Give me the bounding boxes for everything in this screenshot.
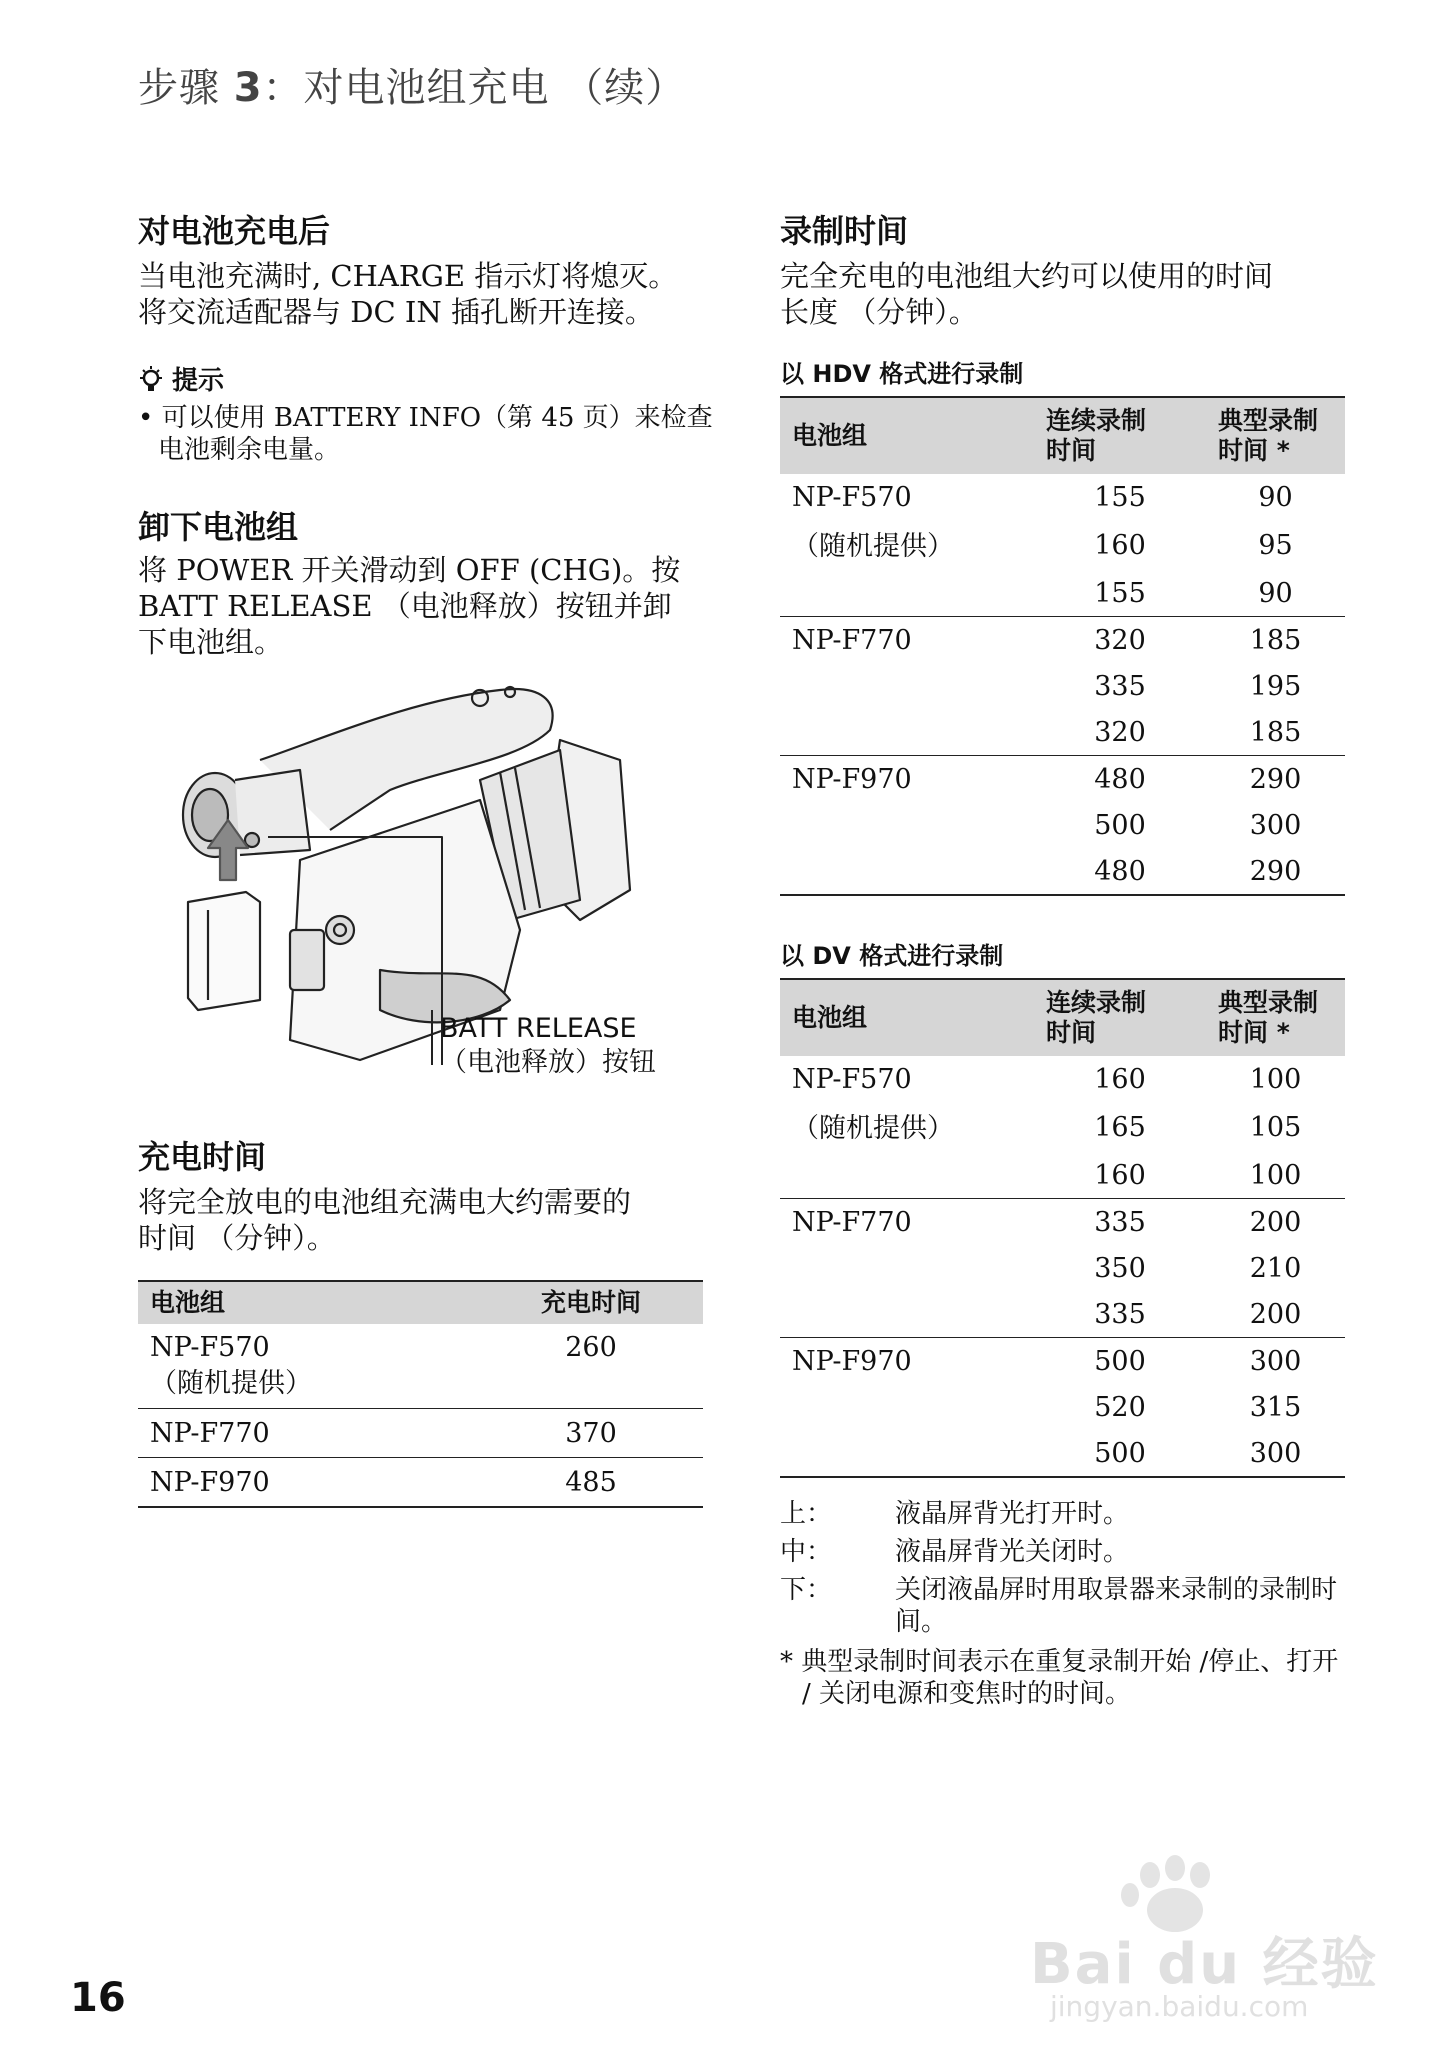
continuous-time-cell: 335 [1034,1291,1206,1338]
typical-time-cell: 290 [1249,855,1302,887]
battery-cell-empty [780,570,1034,617]
table-row [780,1338,1345,1385]
battery-name: NP-F970 [792,763,912,795]
batt-release-caption [440,1012,656,1080]
typical-time-cell: 315 [1249,1391,1302,1423]
charge-time-line: 将完全放电的电池组充满电大约需要的 [138,1185,632,1219]
col-continuous-line2: 时间 [1046,1018,1097,1047]
battery-cell-empty [780,1430,1034,1477]
col-battery: 电池组 [780,979,1034,1056]
typical-time-cell: 290 [1249,763,1302,795]
tip-line: 电池剩余电量。 [158,435,341,465]
charge-time-table [138,1280,703,1508]
battery-note: （随机提供） [792,531,954,562]
col-typical-line2: 时间 * [1218,1018,1290,1047]
table-row [780,709,1345,756]
typical-time-cell: 105 [1249,1111,1302,1143]
title-rest: ：对电池组充电 （续） [262,65,687,111]
col-continuous-line2: 时间 [1046,436,1097,465]
battery-name: NP-F570 [792,1063,912,1095]
recording-notes [780,1498,1352,1710]
note-key: 下： [780,1575,833,1605]
typical-time-cell: 95 [1258,529,1293,561]
table-row [780,756,1345,803]
charge-time-text [138,1184,718,1256]
hdv-subheading: 以 HDV 格式进行录制 [780,360,1024,388]
col-charge-time: 充电时间 [479,1281,703,1324]
typical-time-cell: 300 [1249,1437,1302,1469]
title-step-number: 3 [233,65,263,111]
table-row [780,474,1345,520]
battery-cell [138,1324,479,1409]
after-charge-line: 将交流适配器与 DC IN 插孔断开连接。 [138,295,654,329]
typical-time-cell: 185 [1206,709,1345,756]
charge-time-cell: 260 [479,1324,703,1409]
remove-battery-heading: 卸下电池组 [138,508,299,546]
continuous-time-cell: 335 [1094,1206,1146,1238]
continuous-time-cell: 155 [1094,481,1146,513]
battery-cell-empty [780,663,1034,709]
tip-line: • 可以使用 BATTERY INFO（第 45 页）来检查 [138,403,713,433]
tip-label: 提示 [172,366,225,396]
battery-cell-empty [780,1152,1034,1199]
continuous-time-cell: 480 [1094,855,1146,887]
col-continuous-line1: 连续录制 [1046,988,1147,1017]
col-typical [1206,397,1345,474]
typical-time-cell: 200 [1249,1206,1302,1238]
typical-time-cell: 100 [1206,1152,1345,1199]
battery-note: （随机提供） [150,1368,312,1399]
note-value: 液晶屏背光关闭时。 [895,1537,1130,1567]
dv-recording-table [780,978,1345,1478]
continuous-time-cell: 320 [1034,709,1206,756]
after-charge-text [138,258,718,330]
col-continuous [1034,397,1206,474]
battery-cell-empty [780,802,1034,848]
col-battery: 电池组 [780,397,1034,474]
battery-name: NP-F770 [138,1409,479,1458]
tip-heading [138,360,224,397]
table-row [138,1324,703,1409]
battery-name: NP-F770 [792,1206,912,1238]
continuous-time-cell: 520 [1094,1391,1146,1423]
charge-time-heading: 充电时间 [138,1138,267,1176]
recording-line: 长度 （分钟）。 [780,295,978,329]
col-typical-line1: 典型录制 [1218,406,1319,435]
continuous-time-cell: 165 [1094,1111,1146,1143]
recording-line: 完全充电的电池组大约可以使用的时间 [780,259,1274,293]
remove-line: 下电池组。 [138,625,284,659]
watermark-url: jingyan.baidu.com [1050,1990,1309,2023]
tip-body [138,402,728,466]
battery-cell-empty [780,709,1034,756]
dv-subheading: 以 DV 格式进行录制 [780,942,1004,970]
continuous-time-cell: 160 [1094,529,1146,561]
table-row [138,1458,703,1508]
note-value: 关闭液晶屏时用取景器来录制的录制时间。 [895,1575,1338,1637]
remove-line: BATT RELEASE （电池释放）按钮并卸 [138,589,672,623]
col-typical [1206,979,1345,1056]
typical-time-cell: 300 [1249,1345,1302,1377]
table-row [780,617,1345,664]
battery-name: NP-F970 [792,1345,912,1377]
typical-time-cell: 90 [1206,570,1345,617]
watermark-brand: Bai du 经验 [1030,1932,1379,1997]
typical-time-cell: 185 [1249,624,1302,656]
col-typical-line1: 典型录制 [1218,988,1319,1017]
table-row [780,1291,1345,1338]
typical-time-cell: 210 [1249,1252,1302,1284]
hdv-body [780,474,1345,895]
note-bottom [780,1574,1352,1638]
continuous-time-cell: 320 [1094,624,1146,656]
recording-time-heading: 录制时间 [780,212,909,250]
table-row [780,570,1345,617]
table-row [780,1430,1345,1477]
page-number: 16 [70,1975,126,2021]
table-row [780,1056,1345,1102]
battery-cell-empty [780,1245,1034,1291]
typical-time-cell: 300 [1249,809,1302,841]
continuous-time-cell: 335 [1094,670,1146,702]
caption-line: （电池释放）按钮 [440,1047,656,1078]
battery-cell-empty [780,848,1034,895]
hdv-recording-table [780,396,1345,896]
continuous-time-cell: 480 [1094,763,1146,795]
page-title [138,56,686,113]
note-key: 上： [780,1499,833,1529]
continuous-time-cell: 500 [1094,1437,1146,1469]
col-continuous [1034,979,1206,1056]
continuous-time-cell: 155 [1034,570,1206,617]
battery-name: NP-F770 [792,624,912,656]
table-header-row [780,979,1345,1056]
continuous-time-cell: 500 [1094,1345,1146,1377]
table-row [780,1102,1345,1152]
table-row [780,1384,1345,1430]
continuous-time-cell: 160 [1034,1152,1206,1199]
battery-name: NP-F570 [150,1332,270,1363]
table-row [780,848,1345,895]
table-row [780,1152,1345,1199]
table-header-row [780,397,1345,474]
table-row [780,1245,1345,1291]
remove-battery-text [138,552,718,660]
typical-time-cell: 195 [1249,670,1302,702]
typical-time-cell: 90 [1258,481,1293,513]
caption-line: BATT RELEASE [440,1013,637,1044]
continuous-time-cell: 350 [1094,1252,1146,1284]
recording-time-text [780,258,1360,330]
note-asterisk: * 典型录制时间表示在重复录制开始 /停止、打开 / 关闭电源和变焦时的时间。 [780,1647,1339,1709]
continuous-time-cell: 500 [1094,809,1146,841]
table-row [780,663,1345,709]
typical-time-cell: 100 [1249,1063,1302,1095]
after-charge-line: 当电池充满时, CHARGE 指示灯将熄灭。 [138,259,678,293]
battery-cell-empty [780,1384,1034,1430]
charge-time-cell: 485 [565,1466,617,1498]
col-battery: 电池组 [138,1281,479,1324]
table-header-row [138,1281,703,1324]
dv-body [780,1056,1345,1477]
note-middle [780,1536,1352,1568]
col-typical-line2: 时间 * [1218,436,1290,465]
table-row [780,1199,1345,1246]
note-value: 液晶屏背光打开时。 [895,1499,1130,1529]
title-prefix: 步骤 [138,65,234,111]
typical-time-cell: 200 [1206,1291,1345,1338]
battery-name: NP-F570 [792,481,912,513]
battery-note: （随机提供） [792,1113,954,1144]
continuous-time-cell: 160 [1094,1063,1146,1095]
after-charge-heading: 对电池充电后 [138,212,331,250]
col-continuous-line1: 连续录制 [1046,406,1147,435]
table-row [780,520,1345,570]
battery-cell-empty [780,1291,1034,1338]
lightbulb-icon [138,365,164,395]
table-row [780,802,1345,848]
charge-time-cell: 370 [479,1409,703,1458]
charge-time-line: 时间 （分钟）。 [138,1221,336,1255]
note-key: 中： [780,1537,833,1567]
remove-line: 将 POWER 开关滑动到 OFF (CHG)。按 [138,553,681,587]
battery-name: NP-F970 [150,1466,270,1498]
note-top [780,1498,1352,1530]
table-row [138,1409,703,1458]
baidu-watermark [1030,1850,1379,2030]
